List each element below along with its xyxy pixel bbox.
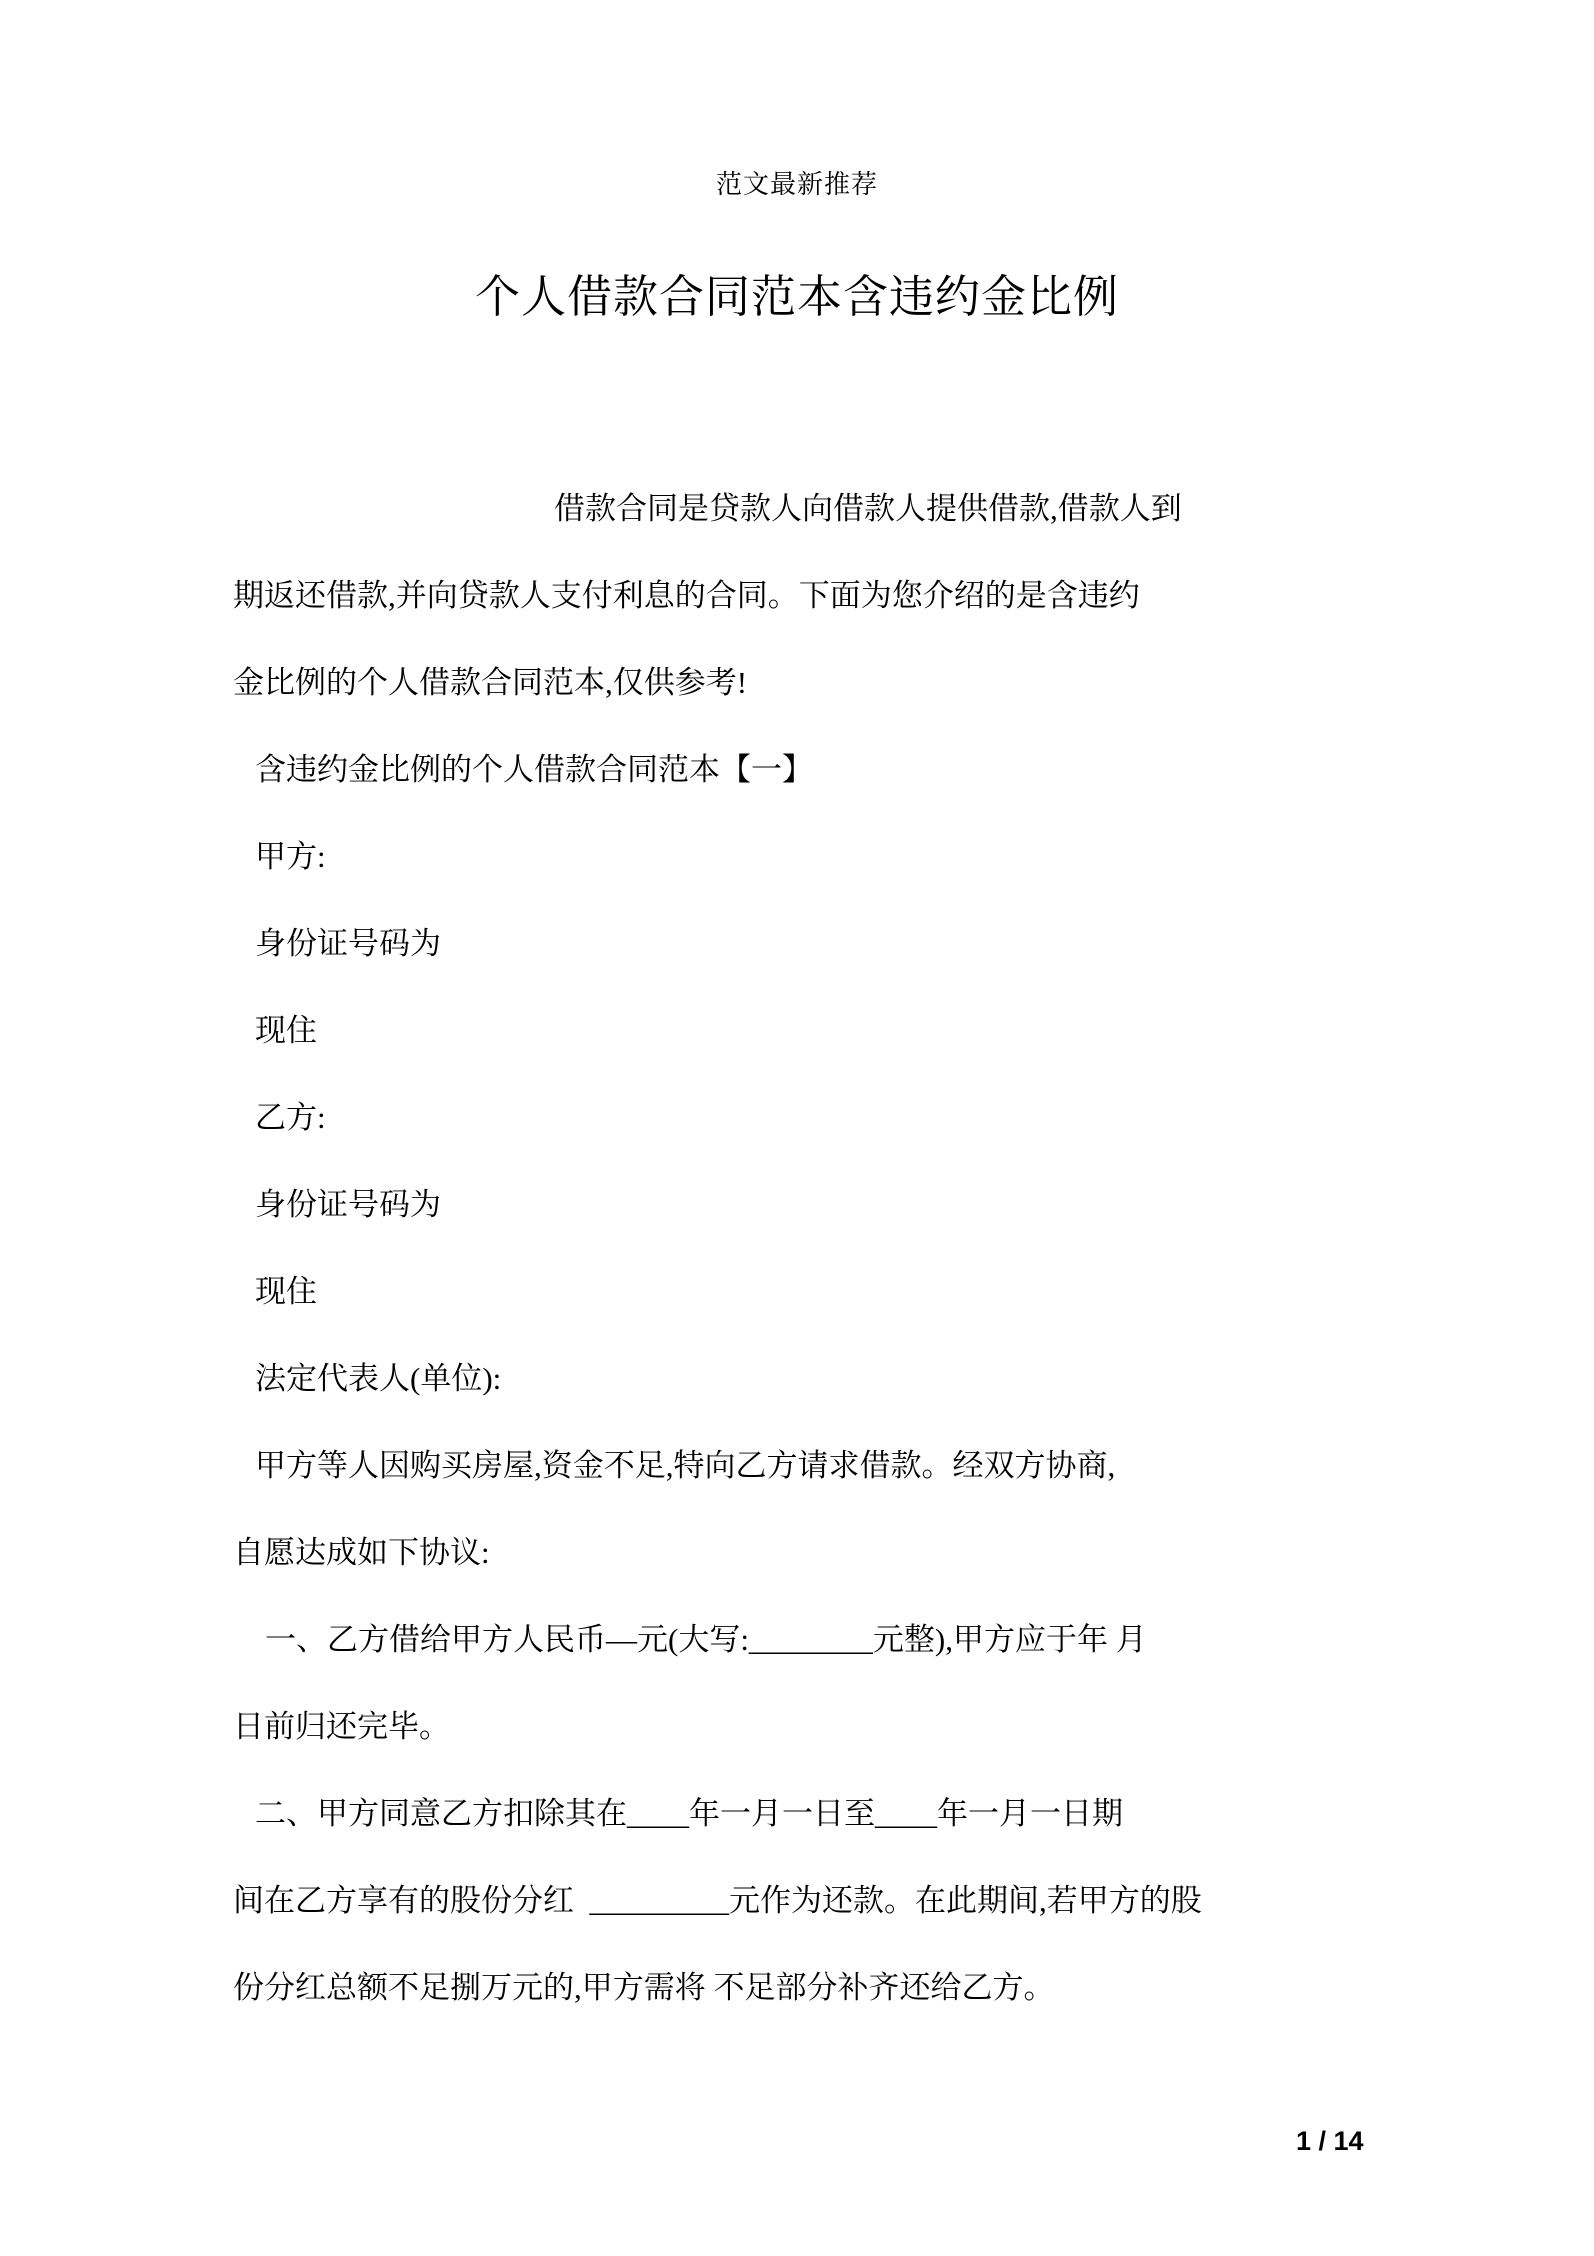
body-line-id-a: 身份证号码为 bbox=[255, 926, 441, 961]
body-line-intro-3: 金比例的个人借款合同范本,仅供参考! bbox=[233, 665, 748, 700]
document-title: 个人借款合同范本含违约金比例 bbox=[474, 272, 1119, 322]
body-line-legal-rep: 法定代表人(单位): bbox=[255, 1361, 502, 1396]
body-line-clause-1a: 一、乙方借给甲方人民币—元(大写:________元整),甲方应于年 月 bbox=[265, 1622, 1147, 1657]
body-line-party-a: 甲方: bbox=[255, 839, 326, 874]
body-line-address-b: 现住 bbox=[255, 1274, 317, 1309]
body-line-section-title: 含违约金比例的个人借款合同范本【一】 bbox=[255, 752, 813, 787]
body-line-party-b: 乙方: bbox=[255, 1100, 326, 1135]
body-line-preamble-1: 甲方等人因购买房屋,资金不足,特向乙方请求借款。经双方协商, bbox=[255, 1448, 1116, 1483]
body-line-intro-1: 借款合同是贷款人向借款人提供借款,借款人到 bbox=[554, 491, 1182, 526]
body-line-clause-2b: 间在乙方享有的股份分红 _________元作为还款。在此期间,若甲方的股 bbox=[233, 1883, 1202, 1918]
body-line-clause-1b: 日前归还完毕。 bbox=[233, 1709, 450, 1744]
header-note: 范文最新推荐 bbox=[715, 170, 878, 199]
body-line-preamble-2: 自愿达成如下协议: bbox=[233, 1535, 490, 1570]
body-line-clause-2c: 份分红总额不足捌万元的,甲方需将 不足部分补齐还给乙方。 bbox=[233, 1970, 1055, 2005]
page-number: 1 / 14 bbox=[1296, 2126, 1364, 2156]
body-line-intro-2: 期返还借款,并向贷款人支付利息的合同。下面为您介绍的是含违约 bbox=[233, 578, 1140, 613]
body-line-id-b: 身份证号码为 bbox=[255, 1187, 441, 1222]
document-body bbox=[233, 462, 1363, 2028]
body-line-address-a: 现住 bbox=[255, 1013, 317, 1048]
body-line-clause-2a: 二、甲方同意乙方扣除其在____年一月一日至____年一月一日期 bbox=[255, 1796, 1123, 1831]
